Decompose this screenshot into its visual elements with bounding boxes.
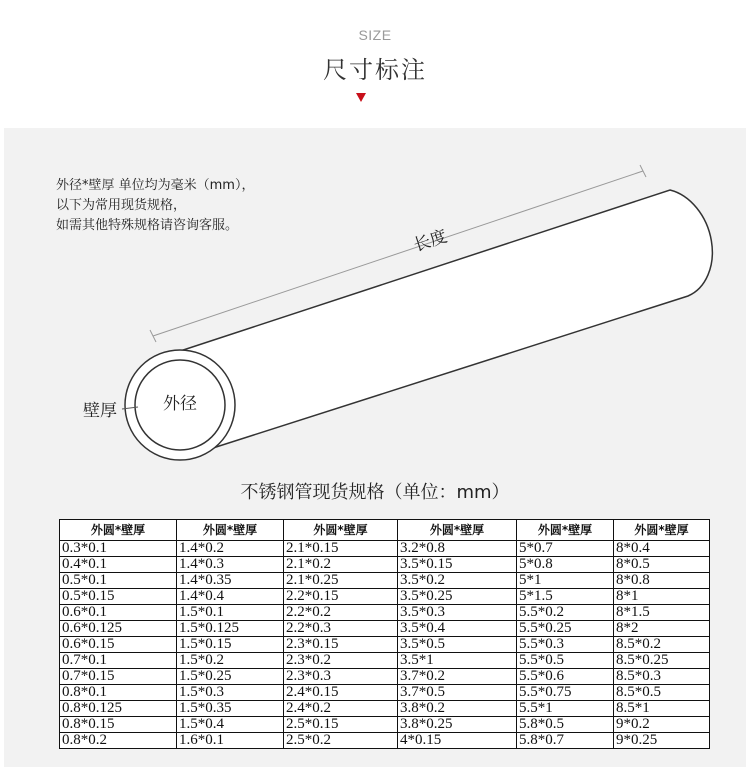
table-cell: 3.5*0.5	[398, 637, 517, 653]
table-cell: 9*0.2	[614, 717, 710, 733]
table-cell: 1.4*0.3	[177, 557, 284, 573]
table-row	[60, 637, 710, 653]
table-cell: 5.8*0.5	[517, 717, 614, 733]
table-cell: 1.5*0.25	[177, 669, 284, 685]
table-cell: 8*1.5	[614, 605, 710, 621]
description-line: 外径*壁厚 单位均为毫米（mm），	[56, 178, 255, 193]
table-cell: 3.7*0.5	[398, 685, 517, 701]
table-cell: 2.2*0.15	[284, 589, 398, 605]
table-row	[60, 573, 710, 589]
table-cell: 5*0.8	[517, 557, 614, 573]
table-cell: 2.1*0.25	[284, 573, 398, 589]
table-row	[60, 685, 710, 701]
table-cell: 0.6*0.15	[60, 637, 177, 653]
table-cell: 8*0.5	[614, 557, 710, 573]
table-cell: 3.7*0.2	[398, 669, 517, 685]
table-row	[60, 653, 710, 669]
table-cell: 5*1.5	[517, 589, 614, 605]
table-cell: 2.5*0.2	[284, 733, 398, 749]
table-cell: 1.5*0.15	[177, 637, 284, 653]
table-cell: 0.3*0.1	[60, 541, 177, 557]
table-row	[60, 557, 710, 573]
table-cell: 8.5*0.5	[614, 685, 710, 701]
down-triangle-icon	[356, 93, 366, 102]
table-cell: 0.8*0.2	[60, 733, 177, 749]
table-cell: 0.7*0.15	[60, 669, 177, 685]
table-cell: 1.5*0.35	[177, 701, 284, 717]
table-cell: 5.5*0.25	[517, 621, 614, 637]
table-cell: 3.5*0.4	[398, 621, 517, 637]
table-cell: 8*2	[614, 621, 710, 637]
section-subtitle: SIZE	[358, 27, 392, 43]
table-cell: 4*0.15	[398, 733, 517, 749]
table-cell: 5*1	[517, 573, 614, 589]
table-cell: 0.5*0.15	[60, 589, 177, 605]
table-cell: 0.8*0.125	[60, 701, 177, 717]
section-title: 尺寸标注	[323, 56, 427, 84]
column-header: 外圆*壁厚	[60, 520, 177, 541]
table-cell: 8.5*0.3	[614, 669, 710, 685]
table-cell: 5.5*1	[517, 701, 614, 717]
table-cell: 9*0.25	[614, 733, 710, 749]
table-cell: 3.5*0.15	[398, 557, 517, 573]
table-row	[60, 605, 710, 621]
length-label: 长度	[411, 226, 450, 257]
table-cell: 5.5*0.3	[517, 637, 614, 653]
table-cell: 2.3*0.15	[284, 637, 398, 653]
outer-diameter-label: 外径	[163, 394, 197, 414]
table-row	[60, 701, 710, 717]
table-cell: 3.8*0.25	[398, 717, 517, 733]
column-header: 外圆*壁厚	[177, 520, 284, 541]
table-row	[60, 733, 710, 749]
table-cell: 0.7*0.1	[60, 653, 177, 669]
table-cell: 3.5*0.2	[398, 573, 517, 589]
table-cell: 5.5*0.6	[517, 669, 614, 685]
table-cell: 5*0.7	[517, 541, 614, 557]
table-cell: 2.2*0.2	[284, 605, 398, 621]
table-cell: 3.8*0.2	[398, 701, 517, 717]
table-row	[60, 669, 710, 685]
column-header: 外圆*壁厚	[284, 520, 398, 541]
table-cell: 2.1*0.15	[284, 541, 398, 557]
table-cell: 8.5*1	[614, 701, 710, 717]
table-row	[60, 621, 710, 637]
table-cell: 1.5*0.4	[177, 717, 284, 733]
table-cell: 1.4*0.4	[177, 589, 284, 605]
table-row	[60, 717, 710, 733]
table-cell: 2.4*0.2	[284, 701, 398, 717]
table-row	[60, 541, 710, 557]
table-cell: 1.6*0.1	[177, 733, 284, 749]
table-cell: 0.6*0.125	[60, 621, 177, 637]
table-cell: 5.5*0.75	[517, 685, 614, 701]
table-cell: 0.4*0.1	[60, 557, 177, 573]
table-cell: 2.5*0.15	[284, 717, 398, 733]
table-cell: 0.6*0.1	[60, 605, 177, 621]
table-caption: 不锈钢管现货规格（单位：mm）	[240, 482, 510, 503]
wall-thickness-label: 壁厚	[83, 401, 117, 421]
table-cell: 8*0.8	[614, 573, 710, 589]
table-cell: 2.2*0.3	[284, 621, 398, 637]
table-cell: 2.3*0.3	[284, 669, 398, 685]
table-cell: 1.4*0.2	[177, 541, 284, 557]
description-line: 以下为常用现货规格，	[56, 198, 187, 213]
table-cell: 3.5*0.3	[398, 605, 517, 621]
pipe-diagram	[0, 128, 750, 468]
table-cell: 0.5*0.1	[60, 573, 177, 589]
table-cell: 3.2*0.8	[398, 541, 517, 557]
description-line: 如需其他特殊规格请咨询客服。	[56, 218, 239, 233]
table-cell: 0.8*0.1	[60, 685, 177, 701]
table-cell: 1.5*0.125	[177, 621, 284, 637]
table-cell: 1.5*0.1	[177, 605, 284, 621]
table-cell: 3.5*0.25	[398, 589, 517, 605]
table-header-row	[60, 520, 710, 541]
table-cell: 1.5*0.3	[177, 685, 284, 701]
table-cell: 5.5*0.5	[517, 653, 614, 669]
table-cell: 5.8*0.7	[517, 733, 614, 749]
table-body	[60, 541, 710, 749]
table-cell: 2.3*0.2	[284, 653, 398, 669]
table-cell: 3.5*1	[398, 653, 517, 669]
table-cell: 8*1	[614, 589, 710, 605]
table-cell: 0.8*0.15	[60, 717, 177, 733]
table-cell: 1.4*0.35	[177, 573, 284, 589]
table-cell: 5.5*0.2	[517, 605, 614, 621]
table-row	[60, 589, 710, 605]
table-cell: 2.1*0.2	[284, 557, 398, 573]
table-cell: 8.5*0.2	[614, 637, 710, 653]
table-cell: 8*0.4	[614, 541, 710, 557]
column-header: 外圆*壁厚	[398, 520, 517, 541]
column-header: 外圆*壁厚	[614, 520, 710, 541]
table-cell: 1.5*0.2	[177, 653, 284, 669]
table-cell: 8.5*0.25	[614, 653, 710, 669]
column-header: 外圆*壁厚	[517, 520, 614, 541]
section-header	[0, 0, 750, 128]
table-cell: 2.4*0.15	[284, 685, 398, 701]
spec-table	[59, 519, 710, 749]
